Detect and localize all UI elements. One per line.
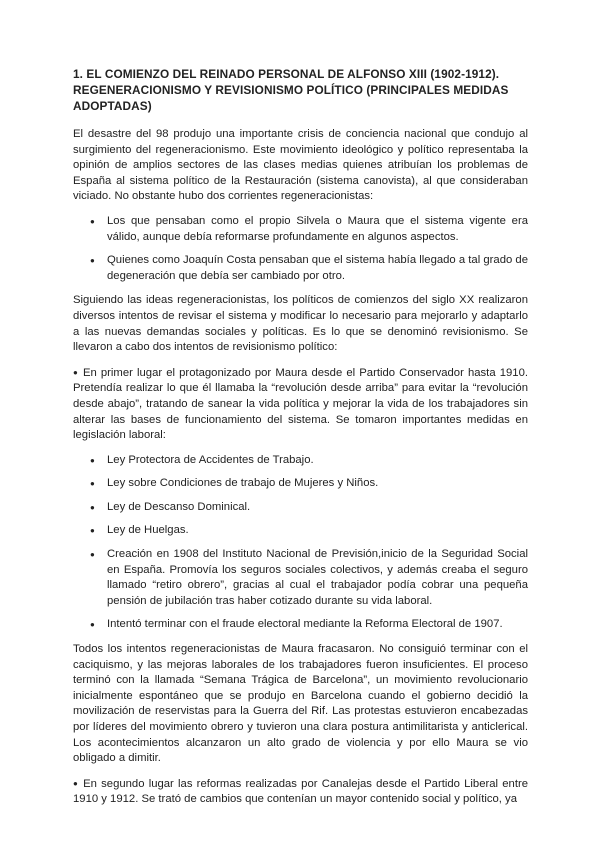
bullet-icon: ● <box>90 216 95 226</box>
list-item: ● Quienes como Joaquín Costa pensaban que el sistema había llegado a tal grado de degeneración que debía ser cambiado por otro. <box>90 254 528 282</box>
currents-list <box>73 214 528 284</box>
bullet-icon: ● <box>90 550 95 560</box>
bullet-icon: ● <box>90 479 95 489</box>
list-item: ● Intentó terminar con el fraude electoral mediante la Reforma Electoral de 1907. <box>107 617 528 633</box>
list-item: ● Ley de Descanso Dominical. <box>107 500 528 516</box>
bullet-icon: ● <box>90 620 95 630</box>
document-title: 1. EL COMIENZO DEL REINADO PERSONAL DE ALFONSO XIII (1902-1912). REGENERACIONISMO Y REVISIONISMO POLÍTICO (PRINCIPALES MEDIDAS ADOPTADAS) <box>73 67 509 113</box>
list-item: ● Creación en 1908 del Instituto Nacional de Previsión,inicio de la Seguridad Social en España. Promovía los seguros sociales colectivos, y además creaba el seguro llamado “retiro obrero”, gracias al cual el trabajador podía cobrar una pequeña pensión de jubilación tras haber cotizado durante su vida laboral. <box>90 548 528 607</box>
intro-paragraph: El desastre del 98 produjo una importante crisis de conciencia nacional que condujo al surgimiento del regeneracionismo. Este movimiento ideológico y político representaba la opinión de amplios sectores de las clases medias quienes atribuían los problemas de España al sistema político de la Restauración (sistema canovista), al que consideraban viciado. No obstante hubo dos corrientes regeneracionistas: <box>73 128 528 203</box>
document-page <box>73 66 528 817</box>
maura-outcome-paragraph: Todos los intentos regeneracionistas de Maura fracasaron. No consiguió terminar con el caciquismo, y las mejoras laborales de los trabajadores fueron insuficientes. El proceso terminó con la llamada “Semana Trágica de Barcelona”, un movimiento revolucionario inicialmente espontáneo que se produjo en Barcelona cuando el gobierno decidió la movilización de reservistas para la Guerra del Rif. Las protestas estuvieron encabezadas por líderes del movimiento obrero y tuvieron una clara postura antimilitarista y anticlerical. Los acontecimientos alcanzaron un alto grado de violencia y por ello Maura se vio obligado a dimitir. <box>73 643 528 765</box>
bullet-icon: ● <box>90 455 95 465</box>
list-item: ● Ley de Huelgas. <box>107 523 528 539</box>
list-item: ● Los que pensaban como el propio Silvela o Maura que el sistema vigente era válido, aunque debía reformarse profundamente en algunos aspectos. <box>90 214 528 243</box>
bullet-icon: ● <box>90 502 95 512</box>
small-bullet-icon: ● <box>73 367 79 377</box>
small-bullet-icon: ● <box>73 778 79 788</box>
list-item: ● Ley Protectora de Accidentes de Trabajo. <box>107 453 528 469</box>
revisionism-paragraph: Siguiendo las ideas regeneracionistas, los políticos de comienzos del siglo XX realizaron diversos intentos de revisar el sistema y modificar lo necesario para mejorarlo y adaptarlo a las nuevas demandas sociales y políticas. Es lo que se denominó revisionismo. Se llevaron a cabo dos intentos de revisionismo político: <box>73 294 528 354</box>
maura-measures-list <box>73 453 528 633</box>
maura-paragraph: ● En primer lugar el protagonizado por Maura desde el Partido Conservador hasta 1910. Pretendía realizar lo que él llamaba la “revolución desde arriba” para evitar la “revolución desde abajo”, tratando de sanear la vida política y mejorar la vida de los trabajadores sin alterar las bases de funcionamiento del sistema. Se tomaron importantes medidas en legislación laboral: <box>73 366 528 442</box>
bullet-icon: ● <box>90 526 95 536</box>
bullet-icon: ● <box>90 256 95 266</box>
canalejas-paragraph: ● En segundo lugar las reformas realizadas por Canalejas desde el Partido Liberal entre 1910 y 1912. Se trató de cambios que contenían un mayor contenido social y político, ya <box>73 777 529 806</box>
list-item: ● Ley sobre Condiciones de trabajo de Mujeres y Niños. <box>107 476 528 492</box>
